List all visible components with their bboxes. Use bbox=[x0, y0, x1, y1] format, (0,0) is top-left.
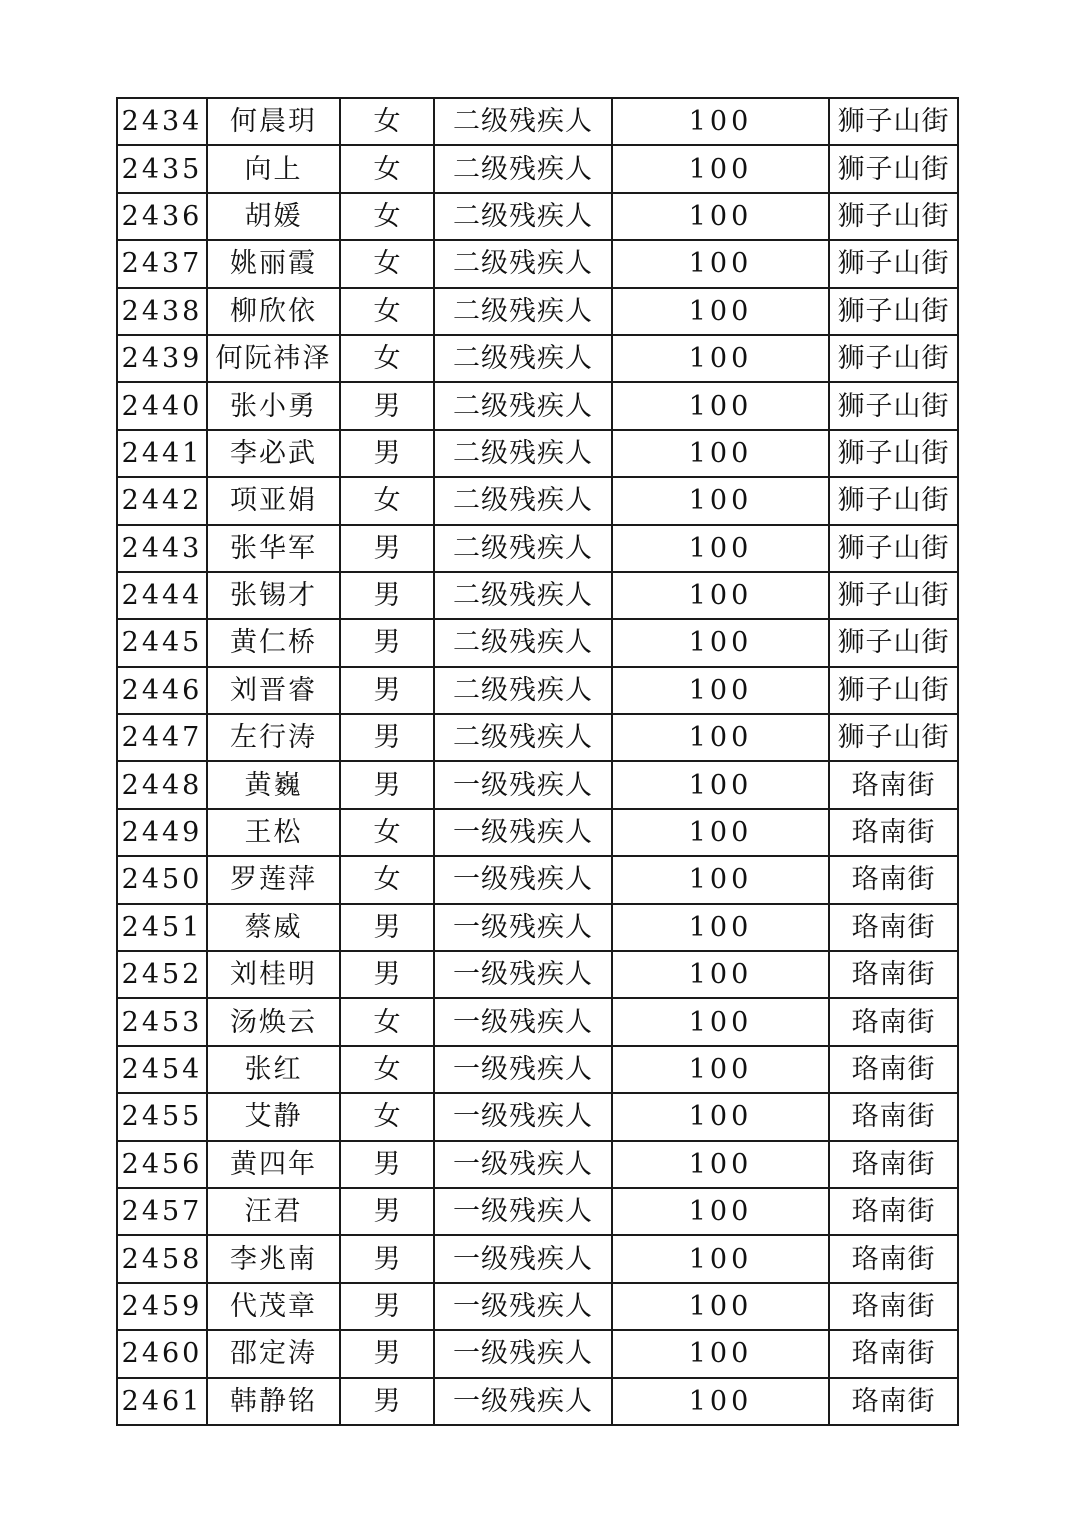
gender-cell: 女 bbox=[340, 477, 434, 524]
disability-level-cell: 一级残疾人 bbox=[434, 998, 612, 1045]
name-cell: 项亚娟 bbox=[207, 477, 340, 524]
amount-cell: 100 bbox=[612, 335, 829, 382]
row-number-cell: 2445 bbox=[117, 619, 207, 666]
gender-cell: 女 bbox=[340, 998, 434, 1045]
disability-level-cell: 二级残疾人 bbox=[434, 145, 612, 192]
table-row bbox=[117, 382, 958, 429]
table-row bbox=[117, 288, 958, 335]
gender-cell: 男 bbox=[340, 1283, 434, 1330]
name-cell: 李兆南 bbox=[207, 1235, 340, 1282]
table-row bbox=[117, 525, 958, 572]
gender-cell: 男 bbox=[340, 572, 434, 619]
gender-cell: 男 bbox=[340, 761, 434, 808]
disability-level-cell: 二级残疾人 bbox=[434, 288, 612, 335]
row-number-cell: 2450 bbox=[117, 856, 207, 903]
disability-level-cell: 一级残疾人 bbox=[434, 1046, 612, 1093]
row-number-cell: 2449 bbox=[117, 809, 207, 856]
amount-cell: 100 bbox=[612, 1093, 829, 1140]
disability-level-cell: 一级残疾人 bbox=[434, 1378, 612, 1425]
table-row bbox=[117, 951, 958, 998]
name-cell: 何阮祎泽 bbox=[207, 335, 340, 382]
name-cell: 黄四年 bbox=[207, 1141, 340, 1188]
name-cell: 张小勇 bbox=[207, 382, 340, 429]
name-cell: 刘晋睿 bbox=[207, 667, 340, 714]
row-number-cell: 2443 bbox=[117, 525, 207, 572]
row-number-cell: 2458 bbox=[117, 1235, 207, 1282]
amount-cell: 100 bbox=[612, 1235, 829, 1282]
roster-table-body bbox=[117, 98, 958, 1425]
gender-cell: 女 bbox=[340, 240, 434, 287]
name-cell: 汤焕云 bbox=[207, 998, 340, 1045]
row-number-cell: 2444 bbox=[117, 572, 207, 619]
amount-cell: 100 bbox=[612, 761, 829, 808]
table-row bbox=[117, 1046, 958, 1093]
street-cell: 珞南街 bbox=[829, 998, 958, 1045]
amount-cell: 100 bbox=[612, 998, 829, 1045]
row-number-cell: 2436 bbox=[117, 193, 207, 240]
disability-level-cell: 一级残疾人 bbox=[434, 1093, 612, 1140]
disability-level-cell: 一级残疾人 bbox=[434, 904, 612, 951]
street-cell: 狮子山街 bbox=[829, 572, 958, 619]
disability-level-cell: 二级残疾人 bbox=[434, 430, 612, 477]
street-cell: 珞南街 bbox=[829, 1093, 958, 1140]
name-cell: 柳欣依 bbox=[207, 288, 340, 335]
street-cell: 珞南街 bbox=[829, 1046, 958, 1093]
row-number-cell: 2439 bbox=[117, 335, 207, 382]
name-cell: 张华军 bbox=[207, 525, 340, 572]
street-cell: 珞南街 bbox=[829, 1283, 958, 1330]
disability-level-cell: 二级残疾人 bbox=[434, 382, 612, 429]
table-row bbox=[117, 667, 958, 714]
table-row bbox=[117, 809, 958, 856]
row-number-cell: 2446 bbox=[117, 667, 207, 714]
table-row bbox=[117, 856, 958, 903]
disability-level-cell: 二级残疾人 bbox=[434, 98, 612, 145]
row-number-cell: 2447 bbox=[117, 714, 207, 761]
disability-level-cell: 二级残疾人 bbox=[434, 525, 612, 572]
street-cell: 珞南街 bbox=[829, 1188, 958, 1235]
amount-cell: 100 bbox=[612, 145, 829, 192]
street-cell: 狮子山街 bbox=[829, 525, 958, 572]
row-number-cell: 2438 bbox=[117, 288, 207, 335]
gender-cell: 男 bbox=[340, 382, 434, 429]
name-cell: 罗莲萍 bbox=[207, 856, 340, 903]
street-cell: 狮子山街 bbox=[829, 477, 958, 524]
name-cell: 黄仁桥 bbox=[207, 619, 340, 666]
name-cell: 张锡才 bbox=[207, 572, 340, 619]
name-cell: 汪君 bbox=[207, 1188, 340, 1235]
amount-cell: 100 bbox=[612, 98, 829, 145]
gender-cell: 男 bbox=[340, 1141, 434, 1188]
street-cell: 珞南街 bbox=[829, 1235, 958, 1282]
gender-cell: 女 bbox=[340, 145, 434, 192]
disability-level-cell: 一级残疾人 bbox=[434, 1141, 612, 1188]
gender-cell: 男 bbox=[340, 1235, 434, 1282]
disability-level-cell: 一级残疾人 bbox=[434, 809, 612, 856]
amount-cell: 100 bbox=[612, 1330, 829, 1377]
street-cell: 狮子山街 bbox=[829, 430, 958, 477]
gender-cell: 女 bbox=[340, 1046, 434, 1093]
gender-cell: 女 bbox=[340, 288, 434, 335]
row-number-cell: 2455 bbox=[117, 1093, 207, 1140]
amount-cell: 100 bbox=[612, 572, 829, 619]
street-cell: 珞南街 bbox=[829, 1378, 958, 1425]
amount-cell: 100 bbox=[612, 619, 829, 666]
gender-cell: 男 bbox=[340, 619, 434, 666]
street-cell: 狮子山街 bbox=[829, 193, 958, 240]
amount-cell: 100 bbox=[612, 809, 829, 856]
table-row bbox=[117, 240, 958, 287]
row-number-cell: 2437 bbox=[117, 240, 207, 287]
table-row bbox=[117, 904, 958, 951]
table-row bbox=[117, 1378, 958, 1425]
amount-cell: 100 bbox=[612, 193, 829, 240]
gender-cell: 男 bbox=[340, 667, 434, 714]
street-cell: 珞南街 bbox=[829, 1141, 958, 1188]
gender-cell: 男 bbox=[340, 525, 434, 572]
disability-level-cell: 二级残疾人 bbox=[434, 477, 612, 524]
disability-level-cell: 二级残疾人 bbox=[434, 619, 612, 666]
disability-level-cell: 一级残疾人 bbox=[434, 1330, 612, 1377]
disability-level-cell: 一级残疾人 bbox=[434, 856, 612, 903]
name-cell: 王松 bbox=[207, 809, 340, 856]
row-number-cell: 2456 bbox=[117, 1141, 207, 1188]
table-row bbox=[117, 430, 958, 477]
amount-cell: 100 bbox=[612, 430, 829, 477]
street-cell: 狮子山街 bbox=[829, 382, 958, 429]
amount-cell: 100 bbox=[612, 714, 829, 761]
row-number-cell: 2448 bbox=[117, 761, 207, 808]
street-cell: 珞南街 bbox=[829, 809, 958, 856]
name-cell: 韩静铭 bbox=[207, 1378, 340, 1425]
street-cell: 狮子山街 bbox=[829, 98, 958, 145]
name-cell: 艾静 bbox=[207, 1093, 340, 1140]
name-cell: 向上 bbox=[207, 145, 340, 192]
name-cell: 蔡威 bbox=[207, 904, 340, 951]
gender-cell: 女 bbox=[340, 1093, 434, 1140]
row-number-cell: 2440 bbox=[117, 382, 207, 429]
street-cell: 狮子山街 bbox=[829, 145, 958, 192]
gender-cell: 女 bbox=[340, 335, 434, 382]
gender-cell: 男 bbox=[340, 1330, 434, 1377]
name-cell: 代茂章 bbox=[207, 1283, 340, 1330]
row-number-cell: 2457 bbox=[117, 1188, 207, 1235]
amount-cell: 100 bbox=[612, 856, 829, 903]
table-row bbox=[117, 1235, 958, 1282]
disability-level-cell: 一级残疾人 bbox=[434, 761, 612, 808]
name-cell: 黄巍 bbox=[207, 761, 340, 808]
street-cell: 狮子山街 bbox=[829, 667, 958, 714]
street-cell: 珞南街 bbox=[829, 761, 958, 808]
name-cell: 姚丽霞 bbox=[207, 240, 340, 287]
street-cell: 珞南街 bbox=[829, 856, 958, 903]
amount-cell: 100 bbox=[612, 1141, 829, 1188]
table-row bbox=[117, 145, 958, 192]
table-row bbox=[117, 572, 958, 619]
row-number-cell: 2442 bbox=[117, 477, 207, 524]
row-number-cell: 2452 bbox=[117, 951, 207, 998]
table-row bbox=[117, 1188, 958, 1235]
gender-cell: 男 bbox=[340, 714, 434, 761]
name-cell: 何晨玥 bbox=[207, 98, 340, 145]
disability-level-cell: 一级残疾人 bbox=[434, 951, 612, 998]
table-row bbox=[117, 619, 958, 666]
table-row bbox=[117, 1330, 958, 1377]
table-row bbox=[117, 335, 958, 382]
amount-cell: 100 bbox=[612, 951, 829, 998]
street-cell: 珞南街 bbox=[829, 951, 958, 998]
disability-level-cell: 一级残疾人 bbox=[434, 1188, 612, 1235]
amount-cell: 100 bbox=[612, 1188, 829, 1235]
row-number-cell: 2459 bbox=[117, 1283, 207, 1330]
amount-cell: 100 bbox=[612, 382, 829, 429]
table-row bbox=[117, 98, 958, 145]
gender-cell: 女 bbox=[340, 856, 434, 903]
gender-cell: 男 bbox=[340, 430, 434, 477]
table-row bbox=[117, 761, 958, 808]
table-row bbox=[117, 477, 958, 524]
gender-cell: 男 bbox=[340, 904, 434, 951]
row-number-cell: 2461 bbox=[117, 1378, 207, 1425]
disability-level-cell: 二级残疾人 bbox=[434, 335, 612, 382]
disability-level-cell: 一级残疾人 bbox=[434, 1235, 612, 1282]
amount-cell: 100 bbox=[612, 1283, 829, 1330]
row-number-cell: 2460 bbox=[117, 1330, 207, 1377]
disability-level-cell: 二级残疾人 bbox=[434, 193, 612, 240]
row-number-cell: 2435 bbox=[117, 145, 207, 192]
table-row bbox=[117, 714, 958, 761]
gender-cell: 男 bbox=[340, 1378, 434, 1425]
disability-level-cell: 二级残疾人 bbox=[434, 572, 612, 619]
row-number-cell: 2451 bbox=[117, 904, 207, 951]
name-cell: 左行涛 bbox=[207, 714, 340, 761]
street-cell: 狮子山街 bbox=[829, 714, 958, 761]
row-number-cell: 2453 bbox=[117, 998, 207, 1045]
disability-level-cell: 二级残疾人 bbox=[434, 240, 612, 287]
row-number-cell: 2454 bbox=[117, 1046, 207, 1093]
table-row bbox=[117, 1093, 958, 1140]
table-row bbox=[117, 998, 958, 1045]
row-number-cell: 2434 bbox=[117, 98, 207, 145]
amount-cell: 100 bbox=[612, 667, 829, 714]
street-cell: 狮子山街 bbox=[829, 619, 958, 666]
gender-cell: 男 bbox=[340, 1188, 434, 1235]
street-cell: 珞南街 bbox=[829, 1330, 958, 1377]
gender-cell: 女 bbox=[340, 98, 434, 145]
gender-cell: 男 bbox=[340, 951, 434, 998]
amount-cell: 100 bbox=[612, 1046, 829, 1093]
street-cell: 狮子山街 bbox=[829, 288, 958, 335]
disability-level-cell: 二级残疾人 bbox=[434, 714, 612, 761]
amount-cell: 100 bbox=[612, 288, 829, 335]
gender-cell: 女 bbox=[340, 809, 434, 856]
street-cell: 珞南街 bbox=[829, 904, 958, 951]
name-cell: 刘桂明 bbox=[207, 951, 340, 998]
amount-cell: 100 bbox=[612, 477, 829, 524]
name-cell: 胡媛 bbox=[207, 193, 340, 240]
name-cell: 李必武 bbox=[207, 430, 340, 477]
name-cell: 张红 bbox=[207, 1046, 340, 1093]
amount-cell: 100 bbox=[612, 525, 829, 572]
name-cell: 邵定涛 bbox=[207, 1330, 340, 1377]
street-cell: 狮子山街 bbox=[829, 335, 958, 382]
table-row bbox=[117, 1141, 958, 1188]
amount-cell: 100 bbox=[612, 904, 829, 951]
gender-cell: 女 bbox=[340, 193, 434, 240]
table-row bbox=[117, 1283, 958, 1330]
disability-level-cell: 一级残疾人 bbox=[434, 1283, 612, 1330]
subsidy-roster-table bbox=[116, 97, 959, 1426]
row-number-cell: 2441 bbox=[117, 430, 207, 477]
table-row bbox=[117, 193, 958, 240]
street-cell: 狮子山街 bbox=[829, 240, 958, 287]
disability-level-cell: 二级残疾人 bbox=[434, 667, 612, 714]
amount-cell: 100 bbox=[612, 240, 829, 287]
amount-cell: 100 bbox=[612, 1378, 829, 1425]
